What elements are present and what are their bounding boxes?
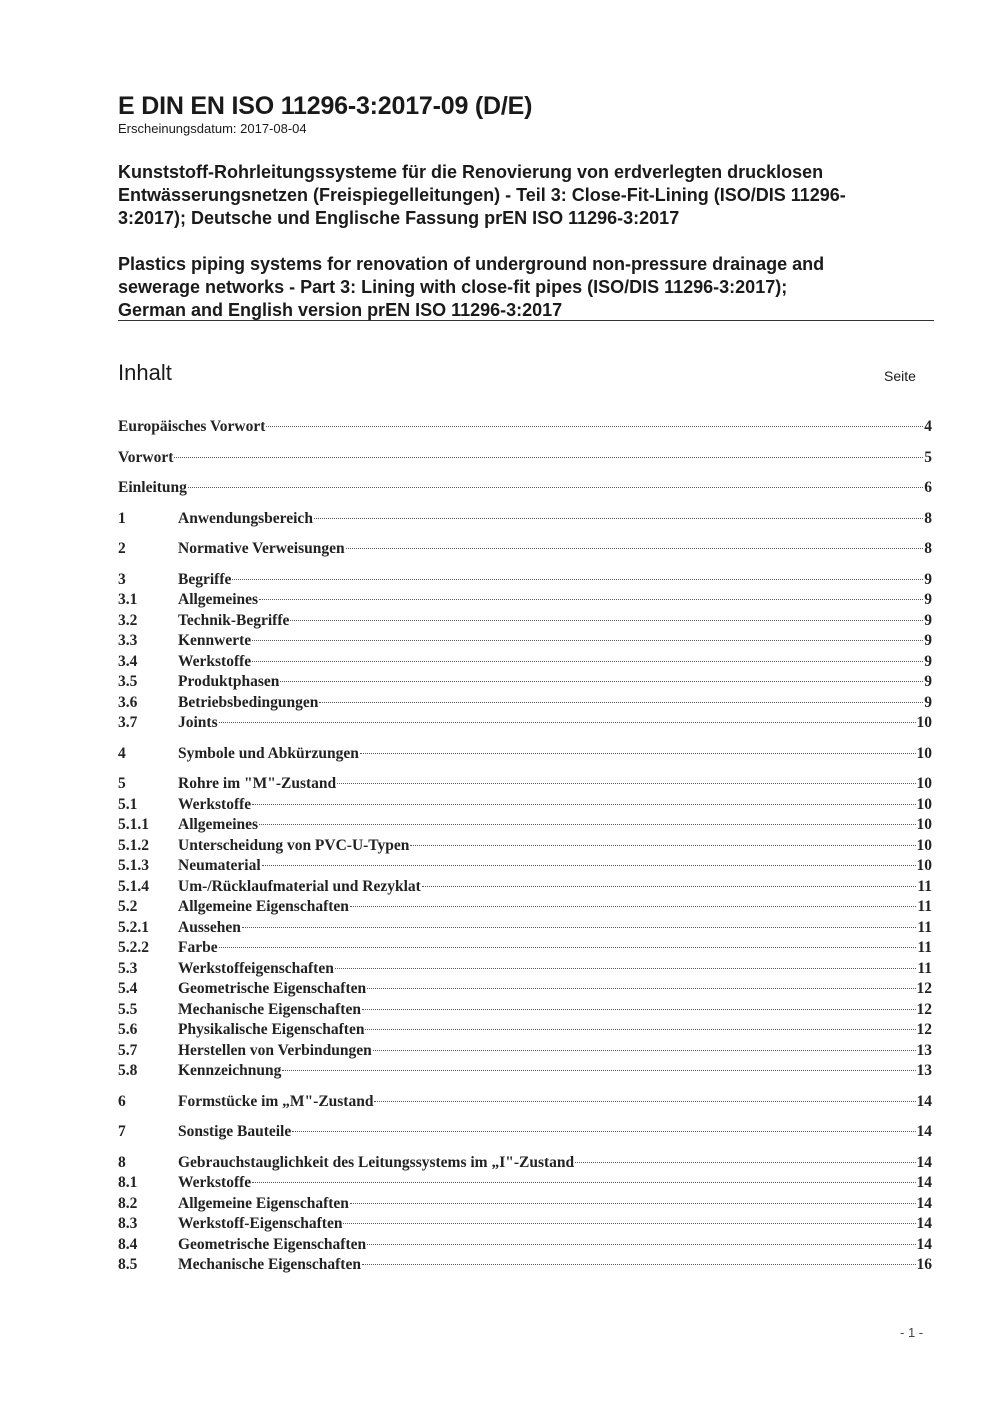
- toc-entry-number: 8.1: [118, 1174, 138, 1191]
- toc-entry[interactable]: [118, 693, 932, 714]
- toc-entry[interactable]: [118, 590, 932, 611]
- toc-dot-leader: [174, 457, 923, 458]
- toc-entry[interactable]: [118, 1000, 932, 1021]
- toc-entry[interactable]: [118, 1041, 932, 1062]
- toc-entry-page: 14: [916, 1092, 932, 1110]
- toc-entry-number: 3.3: [118, 632, 138, 649]
- toc-entry[interactable]: [118, 539, 932, 560]
- toc-entry[interactable]: [118, 1194, 932, 1215]
- toc-entry[interactable]: [118, 1122, 932, 1143]
- title-german-line: Entwässerungsnetzen (Freispiegelleitungen) - Teil 3: Close-Fit-Lining (ISO/DIS 11296-: [118, 185, 846, 205]
- toc-entry-title: Herstellen von Verbindungen: [178, 1041, 372, 1059]
- toc-entry[interactable]: [118, 877, 932, 898]
- toc-entry-title: Betriebsbedingungen: [178, 693, 319, 711]
- toc-dot-leader: [259, 824, 915, 825]
- toc-dot-leader: [319, 702, 923, 703]
- toc-dot-leader: [292, 1131, 915, 1132]
- toc-entry-number: 5.6: [118, 1021, 138, 1038]
- toc-entry[interactable]: [118, 1255, 932, 1276]
- toc-entry[interactable]: [118, 478, 932, 499]
- toc-entry-title: Werkstoff-Eigenschaften: [178, 1215, 343, 1232]
- toc-entry-title: Werkstoffe: [178, 795, 252, 813]
- toc-entry-page: 11: [917, 918, 932, 936]
- toc-dot-leader: [282, 1070, 915, 1071]
- toc-entry-number: 3: [118, 570, 126, 588]
- toc-entry-title: Allgemeines: [178, 591, 259, 608]
- toc-entry-page: 10: [916, 744, 932, 762]
- toc-entry-page: 14: [916, 1235, 932, 1253]
- toc-dot-leader: [365, 1029, 915, 1030]
- toc-entry-number: 8.5: [118, 1256, 138, 1273]
- toc-entry-title: Gebrauchstauglichkeit des Leitungssystems im „I"-Zustand: [178, 1153, 575, 1171]
- toc-entry-title: Normative Verweisungen: [178, 540, 345, 557]
- toc-entry[interactable]: [118, 897, 932, 918]
- toc-entry-number: 5.7: [118, 1041, 138, 1059]
- toc-entry-number: 5.5: [118, 1000, 138, 1018]
- toc-entry-number: 4: [118, 744, 126, 762]
- title-english-line: sewerage networks - Part 3: Lining with close-fit pipes (ISO/DIS 11296-3:2017);: [118, 277, 788, 297]
- toc-entry-title: Begriffe: [178, 570, 232, 588]
- toc-entry[interactable]: [118, 509, 932, 530]
- toc-entry[interactable]: [118, 713, 932, 734]
- toc-entry-title: Aussehen: [178, 918, 241, 936]
- toc-entry-number: 8.4: [118, 1235, 138, 1253]
- toc-entry-page: 10: [916, 816, 932, 833]
- toc-entry-number: 5.1.2: [118, 836, 149, 854]
- toc-entry-title: Mechanische Eigenschaften: [178, 1000, 361, 1018]
- toc-entry-page: 14: [916, 1153, 932, 1171]
- toc-entry-title: Physikalische Eigenschaften: [178, 1021, 365, 1038]
- toc-entry[interactable]: [118, 1173, 932, 1194]
- toc-entry-number: 5.1.4: [118, 877, 149, 895]
- publication-date: Erscheinungsdatum: 2017-08-04: [118, 121, 307, 136]
- toc-dot-leader: [252, 640, 923, 641]
- title-german-line: Kunststoff-Rohrleitungssysteme für die Renovierung von erdverlegten drucklosen: [118, 162, 824, 182]
- toc-dot-leader: [242, 927, 916, 928]
- toc-entry[interactable]: [118, 1235, 932, 1256]
- toc-dot-leader: [362, 1009, 916, 1010]
- toc-entry-title: Symbole und Abkürzungen: [178, 744, 359, 762]
- toc-entry-page: 16: [916, 1256, 932, 1273]
- toc-entry-title: Technik-Begriffe: [178, 611, 290, 629]
- toc-dot-leader: [335, 968, 917, 969]
- toc-entry-page: 5: [924, 448, 932, 466]
- toc-entry-title: Neumaterial: [178, 857, 261, 874]
- toc-dot-leader: [367, 1244, 915, 1245]
- toc-entry-page: 4: [924, 418, 932, 435]
- document-id: E DIN EN ISO 11296-3:2017-09 (D/E): [118, 92, 533, 120]
- toc-entry-title: Kennwerte: [178, 632, 252, 649]
- toc-entry-title: Kennzeichnung: [178, 1062, 282, 1079]
- toc-dot-leader: [262, 865, 916, 866]
- toc-entry-number: 5.4: [118, 980, 138, 997]
- toc-entry-number: 5.2.2: [118, 939, 149, 956]
- toc-entry-number: 5.2: [118, 898, 138, 915]
- toc-entry-number: 5: [118, 775, 126, 792]
- toc-entry-number: 5.1.1: [118, 816, 149, 833]
- toc-entry[interactable]: [118, 448, 932, 469]
- toc-entry-number: 3.1: [118, 591, 138, 608]
- toc-dot-leader: [337, 783, 915, 784]
- toc-dot-leader: [259, 599, 923, 600]
- toc-entry[interactable]: [118, 1020, 932, 1041]
- toc-dot-leader: [422, 886, 917, 887]
- toc-entry-title: Allgemeine Eigenschaften: [178, 1194, 349, 1212]
- toc-entry[interactable]: [118, 611, 932, 632]
- toc-dot-leader: [266, 426, 923, 427]
- toc-entry[interactable]: [118, 672, 932, 693]
- page-number: - 1 -: [900, 1325, 924, 1340]
- toc-entry[interactable]: [118, 979, 932, 1000]
- toc-entry-title: Allgemeine Eigenschaften: [178, 898, 349, 915]
- toc-entry[interactable]: [118, 744, 932, 765]
- toc-entry-number: 3.6: [118, 693, 138, 711]
- toc-entry-number: 5.1.3: [118, 857, 149, 874]
- toc-entry-number: 8.2: [118, 1194, 138, 1212]
- toc-dot-leader: [232, 579, 923, 580]
- toc-entry-number: 5.2.1: [118, 918, 149, 936]
- toc-dot-leader: [362, 1264, 916, 1265]
- toc-entry[interactable]: [118, 815, 932, 836]
- toc-entry[interactable]: [118, 570, 932, 591]
- toc-entry-title: Werkstoffeigenschaften: [178, 959, 334, 977]
- toc-entry-title: Anwendungsbereich: [178, 509, 313, 527]
- toc-heading: Inhalt: [118, 360, 172, 385]
- toc-entry-page: 9: [924, 591, 932, 608]
- toc-dot-leader: [219, 722, 916, 723]
- toc-entry-number: 1: [118, 509, 126, 527]
- title-english: [118, 253, 938, 322]
- toc-entry-page: 10: [916, 836, 932, 854]
- toc-entry-number: 5.3: [118, 959, 138, 977]
- title-german: [118, 161, 938, 230]
- toc-entry-page: 6: [924, 479, 932, 496]
- toc-entry[interactable]: [118, 1092, 932, 1113]
- toc-dot-leader: [252, 661, 923, 662]
- toc-entry-number: 3.4: [118, 652, 138, 670]
- toc-entry-page: 11: [917, 898, 932, 915]
- toc-entry-page: 11: [917, 959, 932, 977]
- toc-entry-page: 10: [916, 795, 932, 813]
- toc-dot-leader: [575, 1162, 915, 1163]
- toc-entry-title: Produktphasen: [178, 673, 280, 690]
- toc-entry-title: Geometrische Eigenschaften: [178, 980, 367, 997]
- toc-entry-number: 8.3: [118, 1215, 138, 1232]
- toc-dot-leader: [290, 620, 923, 621]
- toc-dot-leader: [360, 753, 916, 754]
- table-of-contents: [118, 417, 932, 1276]
- toc-entry-title: Werkstoffe: [178, 1174, 252, 1191]
- toc-entry[interactable]: [118, 959, 932, 980]
- toc-dot-leader: [373, 1050, 916, 1051]
- toc-dot-leader: [350, 1203, 916, 1204]
- toc-dot-leader: [188, 487, 923, 488]
- toc-entry-page: 14: [916, 1123, 932, 1140]
- toc-entry-page: 10: [916, 775, 932, 792]
- toc-entry-page: 13: [916, 1062, 932, 1079]
- toc-entry-number: 8: [118, 1153, 126, 1171]
- toc-dot-leader: [252, 1182, 915, 1183]
- toc-entry-page: 10: [916, 857, 932, 874]
- toc-entry-page: 9: [924, 611, 932, 629]
- toc-dot-leader: [350, 906, 916, 907]
- toc-entry-number: 2: [118, 540, 126, 557]
- toc-entry-page: 12: [916, 1021, 932, 1038]
- toc-dot-leader: [367, 988, 915, 989]
- toc-dot-leader: [374, 1101, 915, 1102]
- toc-dot-leader: [343, 1223, 915, 1224]
- toc-entry-page: 14: [916, 1215, 932, 1232]
- toc-entry-page: 14: [916, 1174, 932, 1191]
- toc-entry[interactable]: [118, 938, 932, 959]
- title-english-line: German and English version prEN ISO 11296-3:2017: [118, 300, 563, 320]
- title-english-line: Plastics piping systems for renovation of underground non-pressure drainage and: [118, 254, 825, 274]
- toc-entry-number: 5.1: [118, 795, 138, 813]
- toc-entry-page: 8: [924, 509, 932, 527]
- toc-entry[interactable]: [118, 774, 932, 795]
- toc-page-column-label: Seite: [884, 368, 916, 384]
- toc-entry-title: Farbe: [178, 939, 218, 956]
- toc-entry[interactable]: [118, 795, 932, 816]
- toc-entry[interactable]: [118, 1214, 932, 1235]
- toc-dot-leader: [219, 947, 917, 948]
- toc-entry-number: 6: [118, 1092, 126, 1110]
- toc-entry-number: 3.2: [118, 611, 138, 629]
- toc-entry-page: 12: [916, 1000, 932, 1018]
- toc-entry[interactable]: [118, 417, 932, 438]
- toc-entry-page: 11: [917, 939, 932, 956]
- toc-entry-title: Europäisches Vorwort: [118, 418, 266, 435]
- toc-entry-page: 12: [916, 980, 932, 997]
- toc-entry-page: 11: [917, 877, 932, 895]
- toc-entry-title: Joints: [178, 714, 218, 731]
- toc-entry-page: 9: [924, 652, 932, 670]
- toc-entry-title: Mechanische Eigenschaften: [178, 1256, 361, 1273]
- toc-entry[interactable]: [118, 1153, 932, 1174]
- toc-dot-leader: [346, 548, 924, 549]
- toc-entry-title: Formstücke im „M"-Zustand: [178, 1092, 374, 1110]
- toc-entry-title: Geometrische Eigenschaften: [178, 1235, 367, 1253]
- toc-entry-title: Allgemeines: [178, 816, 259, 833]
- toc-entry-title: Sonstige Bauteile: [178, 1123, 292, 1140]
- toc-dot-leader: [252, 804, 915, 805]
- title-german-line: 3:2017); Deutsche und Englische Fassung prEN ISO 11296-3:2017: [118, 208, 680, 228]
- title-divider: [118, 320, 934, 321]
- toc-dot-leader: [410, 845, 915, 846]
- toc-entry-page: 13: [916, 1041, 932, 1059]
- toc-entry-title: Unterscheidung von PVC-U-Typen: [178, 836, 410, 854]
- toc-entry-page: 14: [916, 1194, 932, 1212]
- toc-entry-title: Vorwort: [118, 448, 174, 466]
- toc-entry-title: Einleitung: [118, 479, 187, 496]
- toc-entry-page: 9: [924, 632, 932, 649]
- toc-entry-title: Rohre im "M"-Zustand: [178, 775, 337, 792]
- toc-entry-page: 10: [916, 714, 932, 731]
- toc-entry-page: 9: [924, 693, 932, 711]
- toc-entry[interactable]: [118, 631, 932, 652]
- toc-dot-leader: [314, 518, 923, 519]
- toc-entry[interactable]: [118, 652, 932, 673]
- toc-entry-title: Um-/Rücklaufmaterial und Rezyklat: [178, 877, 421, 895]
- toc-entry[interactable]: [118, 918, 932, 939]
- toc-entry-number: 5.8: [118, 1062, 138, 1079]
- toc-entry-number: 3.5: [118, 673, 138, 690]
- toc-entry-page: 9: [924, 673, 932, 690]
- toc-dot-leader: [280, 681, 923, 682]
- toc-entry[interactable]: [118, 1061, 932, 1082]
- toc-entry-number: 3.7: [118, 714, 138, 731]
- toc-entry[interactable]: [118, 836, 932, 857]
- toc-entry-title: Werkstoffe: [178, 652, 252, 670]
- toc-entry-number: 7: [118, 1123, 126, 1140]
- toc-entry-page: 8: [924, 540, 932, 557]
- toc-entry-page: 9: [924, 570, 932, 588]
- toc-entry[interactable]: [118, 856, 932, 877]
